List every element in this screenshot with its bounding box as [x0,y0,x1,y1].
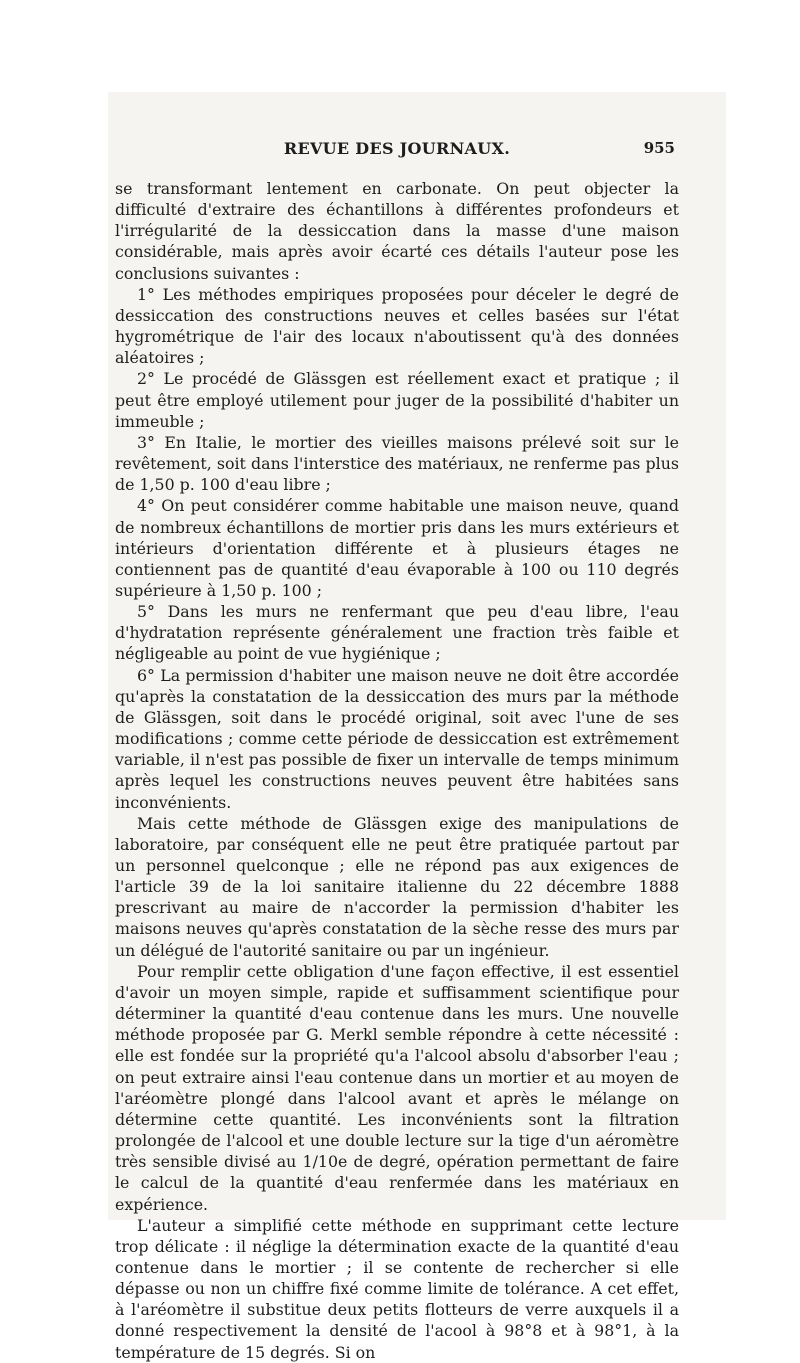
document-page [115,138,679,1363]
page-number: 955 [643,139,675,157]
conclusion-6: 6° La permission d'habiter une maison neuve ne doit être accordée qu'après la constatation de la dessiccation des murs par la méthode de Glässgen, soit dans le procédé original, soit avec l'une de ses modifications ; comme cette période de dessiccation est extrêmement variable, il n'est pas possible de fixer un intervalle de temps minimum après lequel les constructions neuves peuvent être habitées sans inconvénients. [115,665,679,812]
paragraph-glassgen-method: Mais cette méthode de Glässgen exige des manipulations de laboratoire, par conséquent elle ne peut être pratiquée partout par un personnel quelconque ; elle ne répond pas aux exigences de l'article 39 de la loi sanitaire italienne du 22 décembre 1888 prescrivant au maire de n'accorder la permission d'habiter les maisons neuves qu'après constatation de la sèche resse des murs par un délégué de l'autorité sanitaire ou par un ingénieur. [115,813,679,960]
running-header [115,138,679,164]
conclusion-4: 4° On peut considérer comme habitable une maison neuve, quand de nombreux échantillons de mortier pris dans les murs extérieurs et intérieurs d'orientation différente et à plusieurs étages ne contiennent pas de quantité d'eau évaporable à 100 ou 110 degrés supérieure à 1,50 p. 100 ; [115,496,679,600]
conclusion-2: 2° Le procédé de Glässgen est réellement exact et pratique ; il peut être employé utilement pour juger de la possibilité d'habiter un immeuble ; [115,369,679,431]
running-title: REVUE DES JOURNAUX. [283,139,511,158]
conclusion-3: 3° En Italie, le mortier des vieilles maisons prélevé soit sur le revêtement, soit dans l'interstice des matériaux, ne renferme pas plus de 1,50 p. 100 d'eau libre ; [115,432,679,495]
paragraph-merkl-method: Pour remplir cette obligation d'une façon effective, il est essentiel d'avoir un moyen simple, rapide et suffisamment scientifique pour déterminer la quantité d'eau contenue dans les murs. Une nouvelle méthode proposée par G. Merkl semble répondre à cette nécessité : elle est fondée sur la propriété qu'a l'alcool absolu d'absorber l'eau ; on peut extraire ainsi l'eau contenue dans un mortier et au moyen de l'aréomètre plongé dans l'alcool avant et après le mélange on détermine cette quantité. Les inconvénients sont la filtration prolongée de l'alcool et une double lecture sur la tige d'un aéromètre très sensible divisé au 1/10e de degré, opération permettant de faire le calcul de la quantité d'eau renfermée dans les matériaux en expérience. [115,961,679,1214]
paragraph-author-simplification: L'auteur a simplifié cette méthode en supprimant cette lecture trop délicate : il néglige la détermination exacte de la quantité d'eau contenue dans le mortier ; il se contente de rechercher si elle dépasse ou non un chiffre fixé comme limite de tolérance. A cet effet, à l'aréomètre il substitue deux petits flotteurs de verre auxquels il a donné respectivement la densité de l'acool à 98°8 et à 98°1, à la température de 15 degrés. Si on [115,1215,679,1362]
conclusion-5: 5° Dans les murs ne renfermant que peu d'eau libre, l'eau d'hydratation représente généralement une fraction très faible et négligeable au point de vue hygiénique ; [115,602,679,664]
paragraph-continuation: se transformant lentement en carbonate. On peut objecter la difficulté d'extraire des échantillons à différentes profondeurs et l'irrégularité de la dessiccation dans la masse d'une maison considérable, mais après avoir écarté ces détails l'auteur pose les conclusions suivantes : [115,179,679,283]
conclusion-1: 1° Les méthodes empiriques proposées pour déceler le degré de dessiccation des constructions neuves et celles basées sur l'état hygrométrique de l'air des locaux n'aboutissent qu'à des données aléatoires ; [115,284,679,368]
